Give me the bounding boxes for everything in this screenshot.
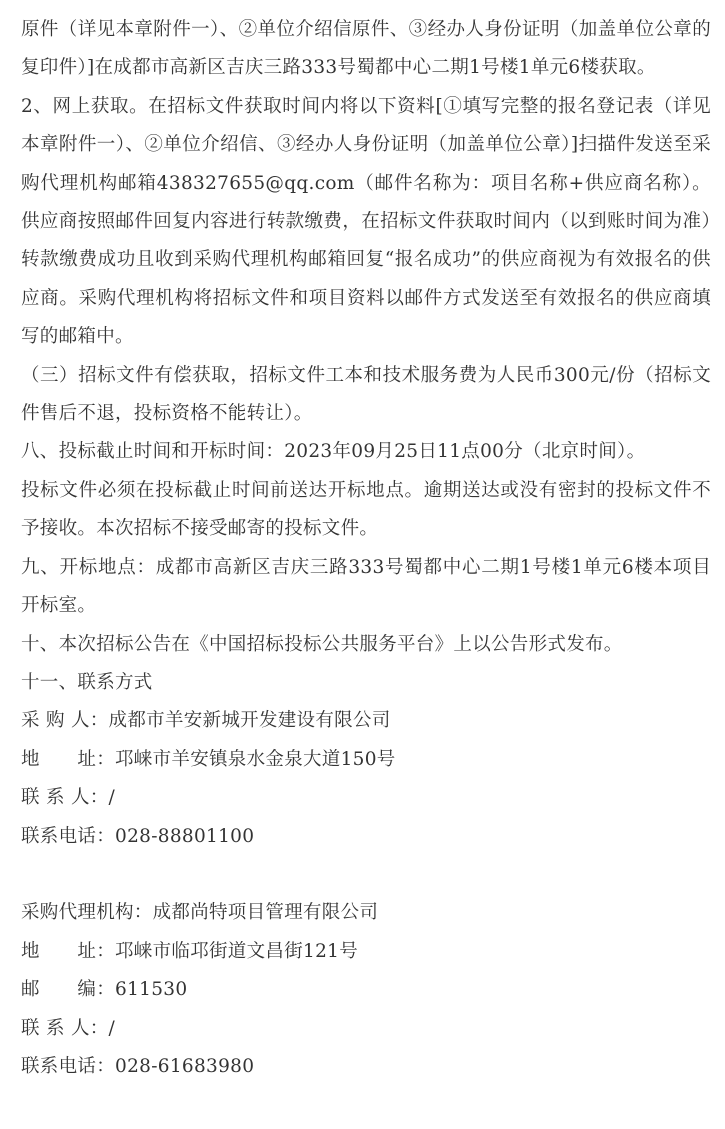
paragraph-fee: （三）招标文件有偿获取，招标文件工本和技术服务费为人民币300元/份（招标文件售后不退，投标资格不能转让）。 xyxy=(21,364,711,425)
paragraph-on-site-acquisition: 原件（详见本章附件一）、②单位介绍信原件、③经办人身份证明（加盖单位公章的复印件）]在成都市高新区吉庆三路333号蜀都中心二期1号楼1单元6楼获取。 xyxy=(21,19,711,79)
agency-phone-line: 联系电话：028-61683980 xyxy=(21,1055,255,1077)
agency-contact-line: 联 系 人：/ xyxy=(21,1017,116,1039)
paragraph-submission-rules: 投标文件必须在投标截止时间前送达开标地点。逾期送达或没有密封的投标文件不予接收。本次招标不接受邮寄的投标文件。 xyxy=(21,479,711,540)
agency-name-line: 采购代理机构：成都尚特项目管理有限公司 xyxy=(21,902,379,924)
paragraph-deadline: 八、投标截止时间和开标时间：2023年09月25日11点00分（北京时间）。 xyxy=(21,441,646,463)
paragraph-opening-location: 九、开标地点：成都市高新区吉庆三路333号蜀都中心二期1号楼1单元6楼本项目开标室。 xyxy=(21,556,711,617)
purchaser-contact-line: 联 系 人：/ xyxy=(21,787,116,809)
purchaser-phone-line: 联系电话：028-88801100 xyxy=(21,825,255,847)
agency-postcode-line: 邮 编：611530 xyxy=(21,979,188,1001)
paragraph-online-acquisition: 2、网上获取。在招标文件获取时间内将以下资料[①填写完整的报名登记表（详见本章附件一）、②单位介绍信、③经办人身份证明（加盖单位公章）]扫描件发送至采购代理机构邮箱438327655@qq.com（邮件名称为：项目名称+供应商名称）。供应商按照邮件回复内容进行转款缴费，在招标文件获取时间内（以到账时间为准）转款缴费成功且收到采购代理机构邮箱回复“报名成功”的供应商视为有效报名的供应商。采购代理机构将招标文件和项目资料以邮件方式发送至有效报名的供应商填写的邮箱中。 xyxy=(21,95,711,348)
purchaser-name-line: 采 购 人：成都市羊安新城开发建设有限公司 xyxy=(21,710,391,732)
paragraph-publication: 十、本次招标公告在《中国招标投标公共服务平台》上以公告形式发布。 xyxy=(21,633,623,655)
section-heading-contacts: 十一、联系方式 xyxy=(21,671,153,693)
agency-address-line: 地 址：邛崃市临邛街道文昌街121号 xyxy=(21,940,359,962)
blank-line xyxy=(21,856,711,894)
purchaser-contact-block xyxy=(21,702,711,856)
purchaser-address-line: 地 址：邛崃市羊安镇泉水金泉大道150号 xyxy=(21,748,396,770)
agency-contact-block xyxy=(21,894,711,1086)
